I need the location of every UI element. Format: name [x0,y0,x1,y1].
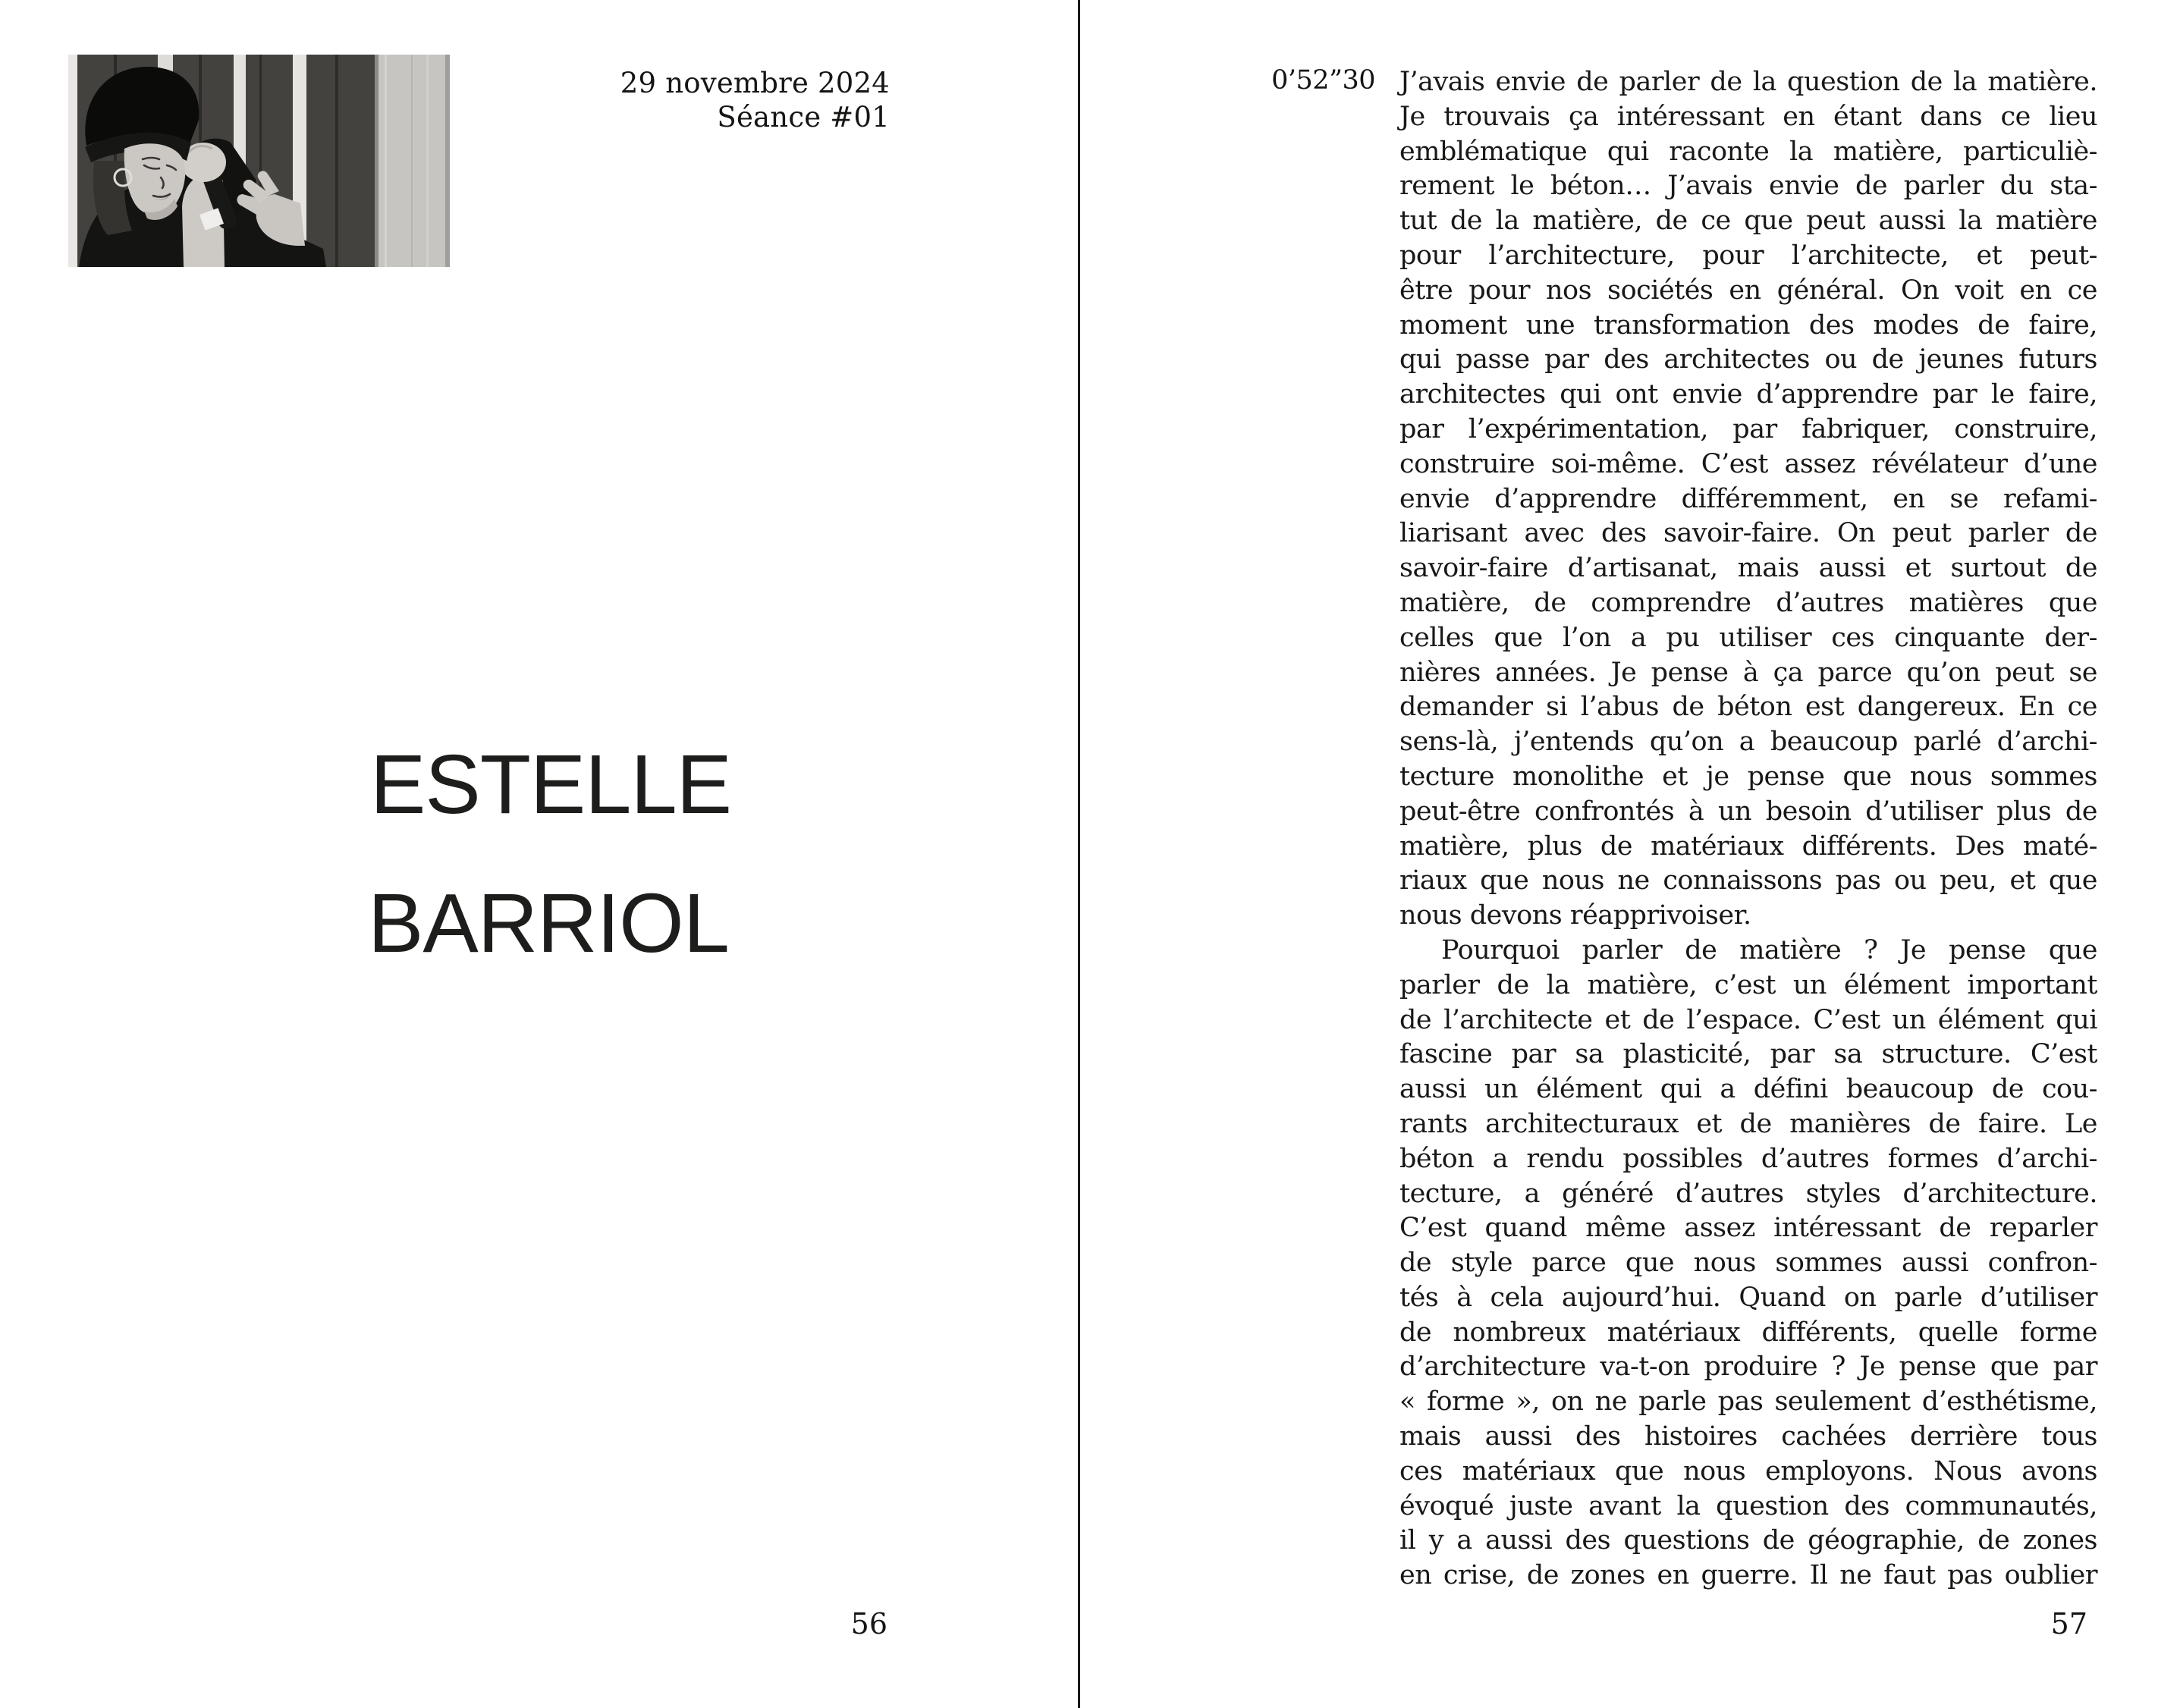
session-date: 29 novembre 2024 [620,67,890,99]
transcript-line: moment une transformation des modes de faire, [1399,309,2097,341]
transcript-line: pour l’architecture, pour l’architecte, et peut- [1399,240,2097,271]
transcript-line: aussi un élément qui a défini beaucoup de cou- [1399,1074,2097,1105]
page-title-first-name: ESTELLE [370,738,732,831]
transcript-line: construire soi-même. C’est assez révélateur d’une [1399,448,2097,479]
transcript-line: demander si l’abus de béton est dangereux. En ce [1399,692,2097,723]
speaker-photo [68,55,450,267]
page-title-last-name: BARRIOL [368,877,729,970]
transcript-line: tecture monolithe et je pense que nous sommes [1399,761,2097,792]
transcript-line: sens-là, j’entends qu’on a beaucoup parlé d’archi- [1399,727,2097,758]
transcript-line: d’architecture va-t-on produire ? Je pense que par [1399,1352,2097,1383]
transcript-line: nières années. Je pense à ça parce qu’on peut se [1399,657,2097,688]
transcript-line: de l’architecte et de l’espace. C’est un élément qui [1399,1004,2097,1035]
page-divider-rule [1078,0,1080,1708]
transcript-line: qui passe par des architectes ou de jeunes futurs [1399,344,2097,375]
speaker-photo-illustration [68,55,450,267]
transcript-line: parler de la matière, c’est un élément important [1399,969,2097,1000]
transcript-line: celles que l’on a pu utiliser ces cinquante der- [1399,622,2097,653]
transcript-line: il y a aussi des questions de géographie, de zones [1399,1525,2097,1556]
transcript-line: Je trouvais ça intéressant en étant dans ce lieu [1399,101,2097,132]
transcript-line: C’est quand même assez intéressant de reparler [1399,1213,2097,1244]
transcript-line: peut-être confrontés à un besoin d’utiliser plus de [1399,796,2097,827]
transcript-line: architectes qui ont envie d’apprendre par le faire, [1399,379,2097,410]
transcript-line: tés à cela aujourd’hui. Quand on parle d’utiliser [1399,1282,2097,1313]
transcript-line: emblématique qui raconte la matière, particuliè- [1399,136,2097,167]
transcript-line: évoqué juste avant la question des communautés, [1399,1490,2097,1521]
transcript-line: matière, plus de matériaux différents. Des maté- [1399,830,2097,862]
transcript-line: J’avais envie de parler de la question de la matière. [1399,67,2097,97]
transcript-line: béton a rendu possibles d’autres formes d’archi- [1399,1143,2097,1174]
transcript-line: en crise, de zones en guerre. Il ne faut pas oublier [1399,1560,2097,1591]
transcript-line: rants architecturaux et de manières de faire. Le [1399,1108,2097,1139]
transcript-line: envie d’apprendre différemment, en se refami- [1399,483,2097,514]
wall-stripe [68,55,77,267]
transcript-line: rement le béton… J’avais envie de parler du sta- [1399,171,2097,202]
transcript-line: liarisant avec des savoir-faire. On peut parler de [1399,518,2097,549]
transcript-line: nous devons réapprivoiser. [1399,900,1751,931]
transcript-line: être pour nos sociétés en général. On voit en ce [1399,275,2097,306]
page-number-left: 56 [850,1607,887,1640]
transcript-line: par l’expérimentation, par fabriquer, construire, [1399,413,2097,444]
transcript-line: de style parce que nous sommes aussi confron- [1399,1248,2097,1279]
session-header [620,66,890,134]
transcript-line: tut de la matière, de ce que peut aussi la matière [1399,206,2097,237]
transcript-line: tecture, a généré d’autres styles d’architecture. [1399,1178,2097,1209]
transcript-line: mais aussi des histoires cachées derrière tous [1399,1421,2097,1452]
transcript-line: savoir-faire d’artisanat, mais aussi et surtout de [1399,553,2097,584]
transcript-line: Pourquoi parler de matière ? Je pense que [1441,934,2097,965]
transcript-line: de nombreux matériaux différents, quelle forme [1399,1317,2097,1348]
transcript-line: riaux que nous ne connaissons pas ou peu, et que [1399,865,2097,896]
transcript-line: « forme », on ne parle pas seulement d’esthétisme, [1399,1386,2097,1418]
transcript-timestamp: 0’52”30 [1271,65,1375,96]
transcript-line: matière, de comprendre d’autres matières que [1399,587,2097,618]
transcript-line: ces matériaux que nous employons. Nous avons [1399,1455,2097,1487]
transcript-column [1399,65,2097,1593]
transcript-line: fascine par sa plasticité, par sa structure. C’est [1399,1039,2097,1070]
session-number: Séance #01 [717,101,890,133]
page-number-right: 57 [2050,1607,2087,1640]
